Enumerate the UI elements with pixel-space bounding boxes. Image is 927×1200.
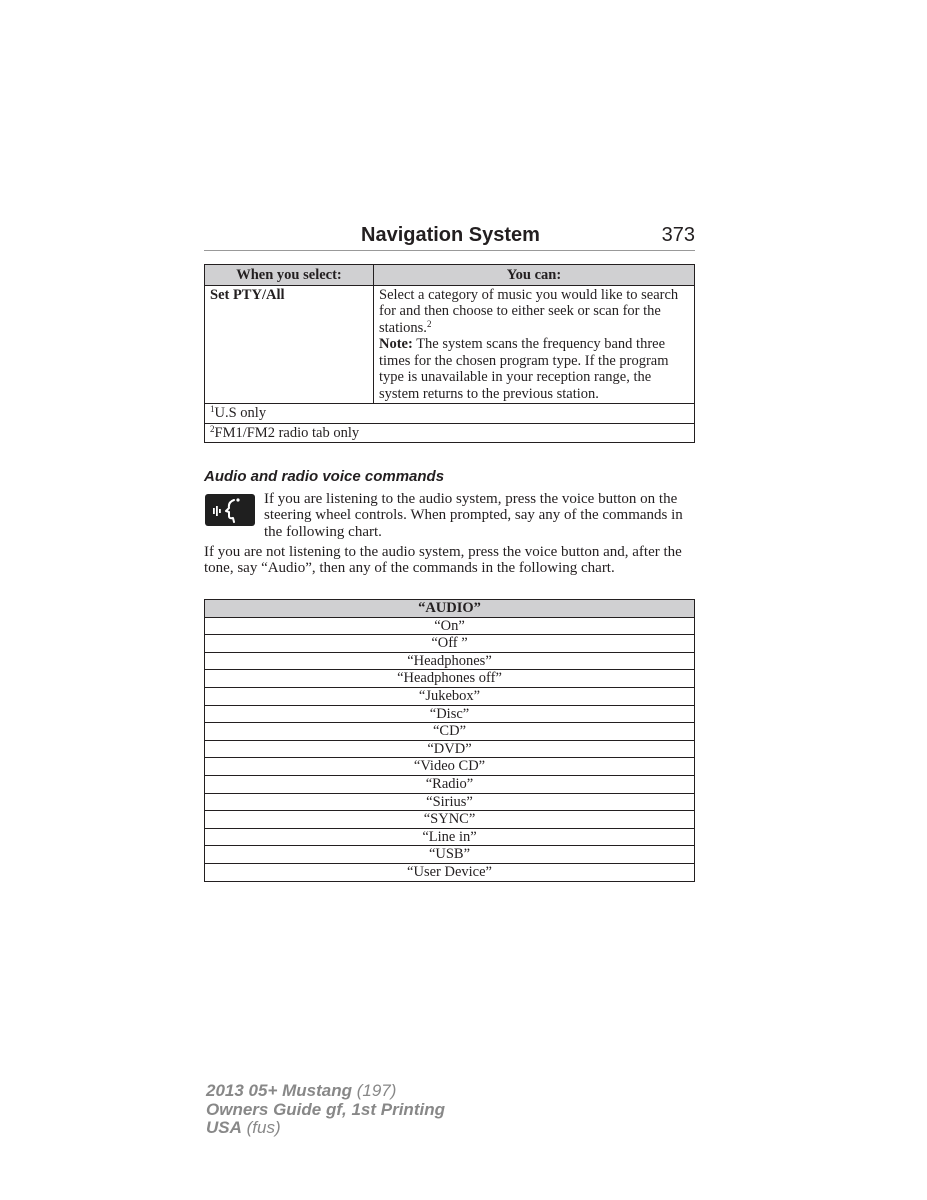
note-text: The system scans the frequency band three times for the chosen program type. If the program type is unavailable in your reception range, the system returns to the previous station. <box>379 336 669 402</box>
footer-market: USA <box>206 1118 242 1137</box>
table-row <box>205 811 695 829</box>
table-row <box>205 740 695 758</box>
command-cell: “Jukebox” <box>205 687 695 705</box>
footnote-mark: 1 <box>210 404 215 414</box>
command-cell: “CD” <box>205 723 695 741</box>
footer-model: 2013 05+ Mustang <box>206 1081 352 1100</box>
table-row <box>205 846 695 864</box>
command-cell: “Video CD” <box>205 758 695 776</box>
footnote-text: U.S only <box>214 405 267 421</box>
table-header-row <box>205 600 695 618</box>
footer-printing: Owners Guide gf, 1st Printing <box>206 1099 445 1119</box>
command-cell: “Line in” <box>205 828 695 846</box>
command-cell: “USB” <box>205 846 695 864</box>
command-cell: “Headphones” <box>205 652 695 670</box>
footnote <box>205 404 695 424</box>
command-cell: “On” <box>205 617 695 635</box>
table-row <box>205 617 695 635</box>
table-row <box>205 828 695 846</box>
page-footer <box>206 1082 445 1138</box>
table-row <box>205 863 695 881</box>
page-header <box>204 224 695 251</box>
table-row <box>205 687 695 705</box>
command-cell: “User Device” <box>205 863 695 881</box>
row-description <box>374 285 695 404</box>
column-header: “AUDIO” <box>205 600 695 618</box>
table-header-row <box>205 265 695 286</box>
footnote-row <box>205 423 695 443</box>
command-cell: “Disc” <box>205 705 695 723</box>
table-row <box>205 723 695 741</box>
description-text: Select a category of music you would like to search for and then choose to either seek or scan for the stations. <box>379 286 679 336</box>
command-cell: “Sirius” <box>205 793 695 811</box>
column-header: When you select: <box>205 265 374 286</box>
section-heading: Audio and radio voice commands <box>204 468 445 485</box>
table-row <box>205 758 695 776</box>
table-row <box>205 705 695 723</box>
table-row <box>205 670 695 688</box>
audio-commands-table <box>204 599 695 882</box>
footnote-text: FM1/FM2 radio tab only <box>214 424 360 441</box>
footer-market-code: (fus) <box>246 1118 281 1137</box>
command-cell: “Off ” <box>205 635 695 653</box>
table-row <box>205 793 695 811</box>
footnote-mark: 2 <box>210 423 215 434</box>
page-number: 373 <box>661 224 695 246</box>
footnote-row <box>205 404 695 424</box>
command-cell: “Headphones off” <box>205 670 695 688</box>
footnote-ref: 2 <box>426 318 432 329</box>
pty-table <box>204 264 695 443</box>
instruction-paragraph: If you are not listening to the audio system, press the voice button and, after the tone, say “Audio”, then any of the commands in the following chart. <box>204 544 682 577</box>
note-label: Note: <box>379 336 413 352</box>
command-cell: “Radio” <box>205 775 695 793</box>
voice-command-icon <box>205 494 255 526</box>
footer-code: (197) <box>356 1081 397 1100</box>
page-title: Navigation System <box>361 224 540 246</box>
row-label: Set PTY/All <box>205 285 374 404</box>
table-row <box>205 775 695 793</box>
audio-rows <box>205 617 695 881</box>
table-row <box>205 652 695 670</box>
command-cell: “SYNC” <box>205 811 695 829</box>
table-row <box>205 285 695 404</box>
table-row <box>205 635 695 653</box>
intro-paragraph: If you are listening to the audio system, press the voice button on the steering wheel controls. When prompted, say any of the commands in the following chart. <box>264 491 683 540</box>
column-header: You can: <box>374 265 695 286</box>
command-cell: “DVD” <box>205 740 695 758</box>
footnote <box>205 423 695 443</box>
